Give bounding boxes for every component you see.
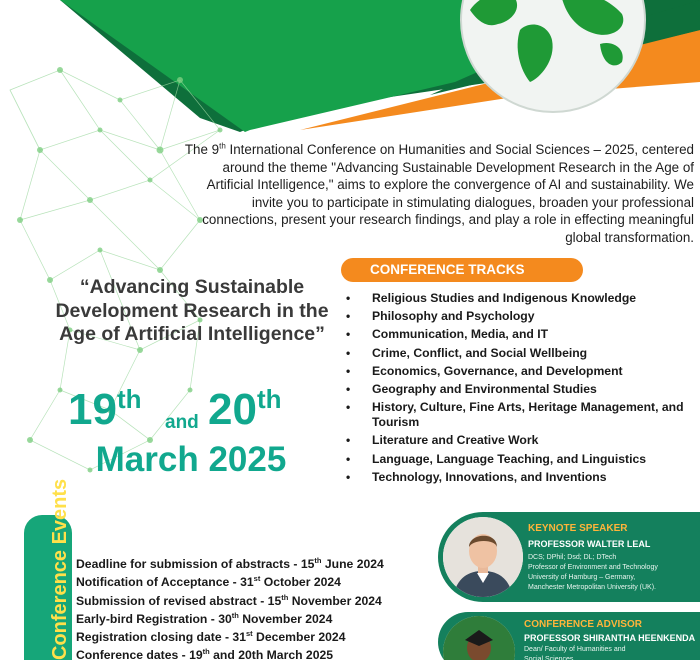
track-item: • History, Culture, Fine Arts, Heritage Management, and Tourism (344, 400, 696, 430)
track-item: • Economics, Governance, and Development (344, 364, 696, 379)
day-2: 20th (208, 384, 282, 434)
events-tab-label: Conference Events (49, 478, 71, 660)
tracks-heading: CONFERENCE TRACKS (341, 258, 583, 282)
keynote-detail-line: Professor of Environment and Technology (528, 564, 658, 571)
advisor-detail-line: Dean/ Faculty of Humanities and (524, 646, 626, 653)
keynote-detail-line: DCS; DPhil; Dsd; DL; DTech (528, 554, 617, 561)
track-item: • Technology, Innovations, and Inventions (344, 470, 696, 485)
event-item: Conference dates - 19th and 20th March 2025 (76, 647, 334, 660)
advisor-role: CONFERENCE ADVISOR (524, 619, 642, 630)
track-item: • Literature and Creative Work (344, 433, 696, 448)
advisor-name: PROFESSOR SHIRANTHA HEENKENDA (524, 633, 696, 643)
tracks-list (344, 291, 696, 488)
intro-paragraph (182, 141, 694, 247)
advisor-photo (443, 616, 515, 660)
day-1: 19th (68, 384, 142, 434)
event-item: Early-bird Registration - 30th November 2024 (76, 610, 333, 626)
keynote-detail-line: University of Hamburg – Germany, (528, 574, 636, 581)
keynote-role: KEYNOTE SPEAKER (528, 523, 628, 534)
conference-month-year: March 2025 (95, 440, 287, 479)
advisor-detail-line: Social Sciences (524, 656, 574, 660)
conference-theme: “Advancing Sustainable Development Research in the Age of Artificial Intelligence” (55, 276, 329, 345)
conference-days (66, 386, 316, 436)
intro-text-start: The 9 (184, 142, 220, 157)
intro-text-rest: International Conference on Humanities and Social Sciences – 2025, centered around the theme "Advancing Sustainable Development Research in the Age of Artificial Intelligence," aims to explore the convergence of AI and sustainability. We invite you to participate in stimulating dialogues, broaden your professional connections, present your research findings, and play a role in effecting meaningful global transformation. (202, 142, 694, 245)
track-item: • Language, Language Teaching, and Linguistics (344, 452, 696, 467)
keynote-details (528, 553, 658, 593)
track-item: • Religious Studies and Indigenous Knowledge (344, 291, 696, 306)
track-item: • Geography and Environmental Studies (344, 382, 696, 397)
advisor-details (524, 645, 626, 660)
keynote-detail-line: Manchester Metropolitan University (UK). (528, 584, 656, 591)
track-item: • Philosophy and Psychology (344, 309, 696, 324)
track-item: • Crime, Conflict, and Social Wellbeing (344, 346, 696, 361)
track-item: • Communication, Media, and IT (344, 327, 696, 342)
events-list (76, 557, 416, 660)
event-item: Deadline for submission of abstracts - 15th June 2024 (76, 555, 384, 571)
event-item: Registration closing date - 31st December 2024 (76, 629, 346, 645)
event-item: Notification of Acceptance - 31st October 2024 (76, 574, 341, 590)
advisor-card (438, 612, 700, 660)
event-item: Submission of revised abstract - 15th November 2024 (76, 592, 382, 608)
keynote-speaker-card (438, 512, 700, 602)
intro-ordinal: th (219, 141, 226, 151)
and-label: and (165, 412, 199, 433)
keynote-speaker-photo (443, 517, 523, 597)
keynote-name: PROFESSOR WALTER LEAL (528, 539, 651, 549)
